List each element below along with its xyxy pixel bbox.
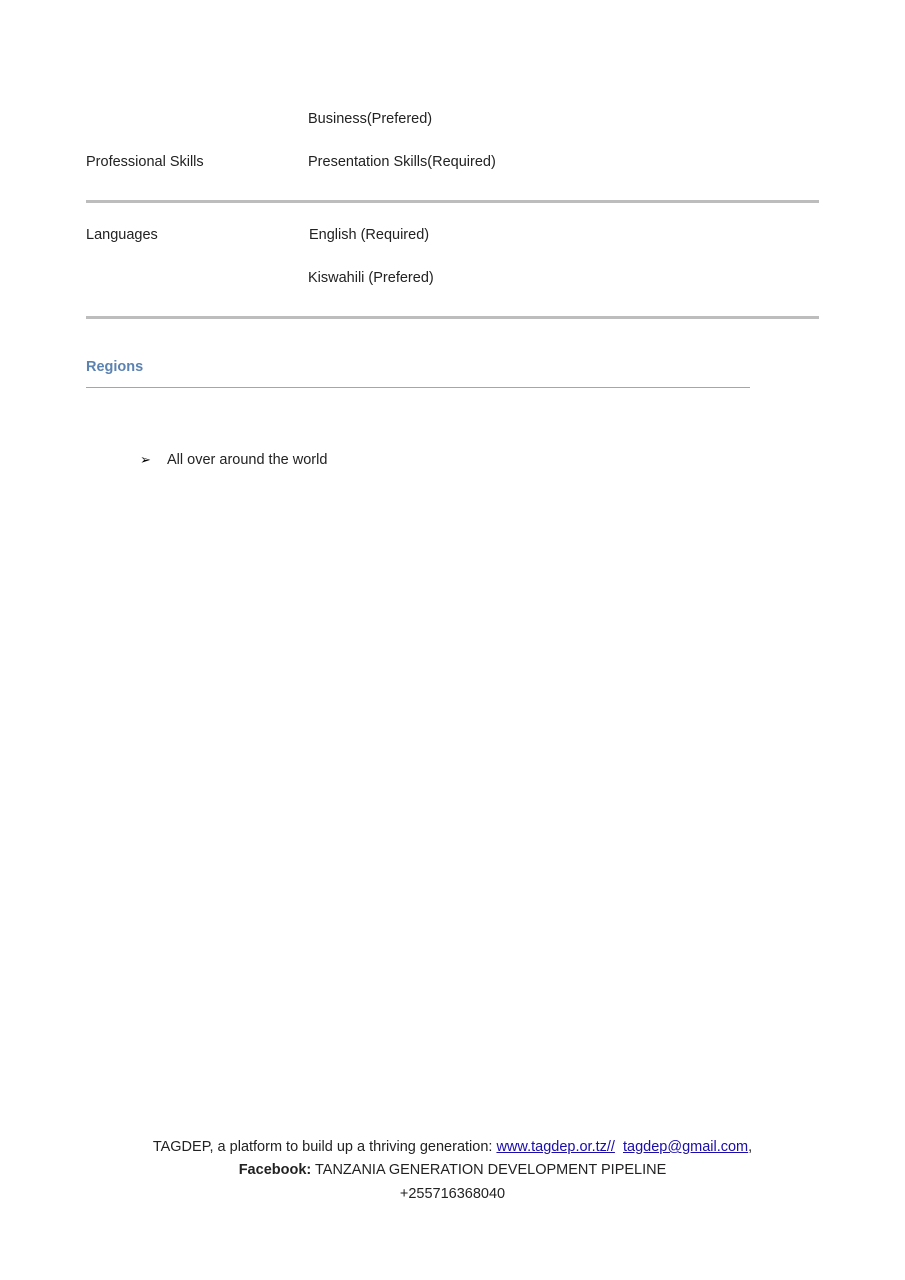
footer-line-1 [0,1139,905,1155]
business-skill-value: Business(Prefered) [308,111,433,127]
list-item [140,452,327,468]
languages-label: Languages [86,227,158,243]
language-item: English (Required) [309,227,430,243]
language-item: Kiswahili (Prefered) [308,270,434,286]
footer-line-3 [0,1186,905,1202]
professional-skills-label: Professional Skills [86,154,204,170]
website-link[interactable]: www.tagdep.or.tz// [496,1139,615,1155]
region-item-text: All over around the world [167,452,328,468]
facebook-label: Facebook: [238,1162,312,1178]
email-link[interactable]: tagdep@gmail.com [623,1139,749,1155]
professional-skills-value: Presentation Skills(Required) [308,154,496,170]
section-divider [86,316,819,319]
regions-heading: Regions [86,359,144,375]
footer-tagline: TAGDEP, a platform to build up a thriving generation: [152,1139,497,1155]
footer-comma: , [748,1139,753,1155]
heading-underline [86,387,750,388]
footer-phone: +255716368040 [399,1186,506,1202]
facebook-value: TANZANIA GENERATION DEVELOPMENT PIPELINE [311,1162,667,1178]
arrow-bullet-icon: ➢ [140,452,151,467]
footer-line-2 [0,1162,905,1178]
section-divider [86,200,819,203]
